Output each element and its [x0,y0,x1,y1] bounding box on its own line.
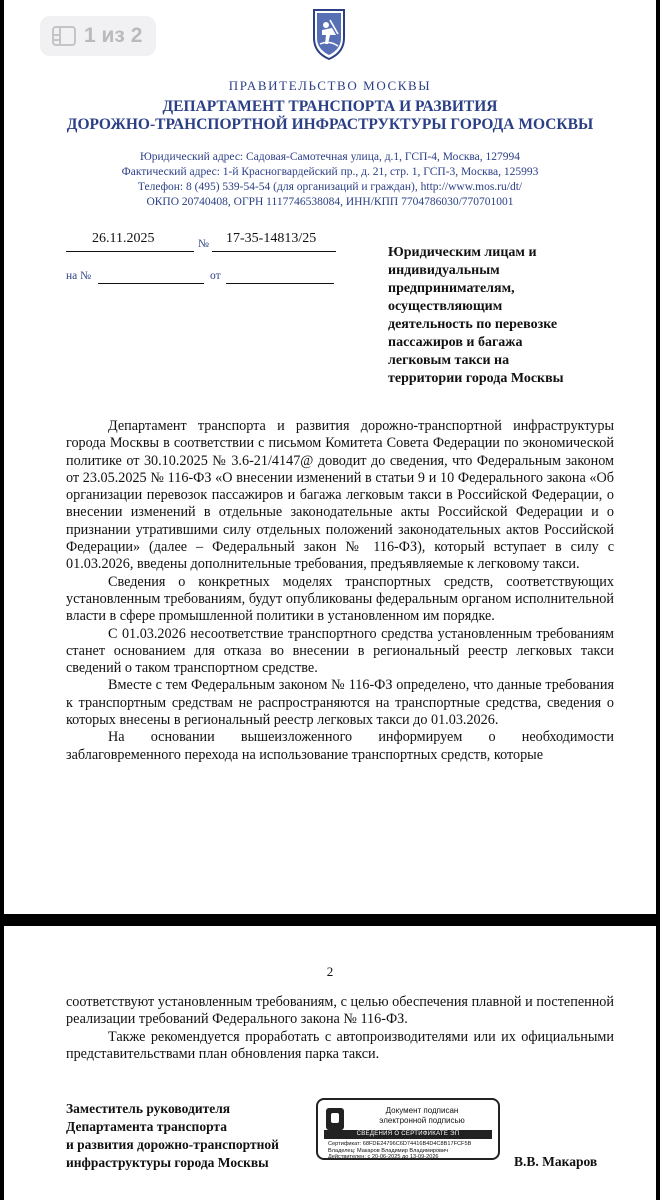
registration-codes: ОКПО 20740408, ОГРН 1117746538084, ИНН/КПП 7704786030/770701001 [146,196,514,208]
from-underline [226,283,334,284]
addressee-line: территории города Москвы [388,371,564,386]
from-label: от [210,270,221,282]
reference-underline [98,283,204,284]
body-paragraph: Вместе с тем Федеральным законом № 116-ФЗ определено, что данные требования к транспортным средствам не распространяются на транспортные средства, сведения о которых внесены в региональный реестр легковых такси до 01.03.2026. [66,677,614,729]
addressee-line: деятельность по перевозке [388,317,558,332]
addressee-block [388,244,608,388]
addressee-line: Юридическим лицам и [388,245,537,260]
legal-address: Юридический адрес: Садовая-Самотечная улица, д.1, ГСП-4, Москва, 127994 [139,151,521,163]
letter-body [66,418,614,764]
letter-number: 17-35-14813/25 [226,231,317,246]
addressee-line: предпринимателям, [388,281,515,296]
signatory-title-line: и развития дорожно-транспортной [66,1137,279,1152]
document-page-1 [4,0,656,914]
addressee-line: пассажиров и багажа [388,335,523,350]
stamp-validity: Действителен: с 20-06-2025 до 13-09-2026 [328,1154,439,1160]
stamp-certificate: Сертификат: 68FDE24796C6D74416B4D4C8B17FCF5B [328,1141,472,1147]
number-underline [212,251,336,252]
body-paragraph: Сведения о конкретных моделях транспортных средств, соответствующих установленным требованиям, будут опубликованы федеральным органом исполнительной власти в сфере промышленной политики в установленном им порядке. [66,573,614,625]
document-page-2 [4,926,656,1200]
page-number: 2 [326,964,334,979]
signatory-title-line: инфраструктуры города Москвы [66,1155,269,1170]
page-indicator[interactable] [40,16,156,56]
stamp-line-1: Документ подписан [385,1106,459,1115]
stamp-certificate-header: СВЕДЕНИЯ О СЕРТИФИКАТЕ ЭП [324,1130,492,1139]
department-line-1: ДЕПАРТАМЕНТ ТРАНСПОРТА И РАЗВИТИЯ [162,98,498,115]
stamp-heading [352,1106,492,1126]
continuation-paragraph: соответствуют установленным требованиям, с целью обеспечения плавной и постепенной реализации требований Федерального закона № 116-ФЗ. [66,994,614,1028]
body-paragraph: С 01.03.2026 несоответствие транспортного средства установленным требованиям станет основанием для отказа во внесении в региональный реестр легковых такси сведений о таком транспортном средстве. [66,625,614,677]
moscow-coat-of-arms-icon [312,8,346,60]
addressee-line: индивидуальным [388,263,500,278]
department-name [4,98,656,134]
electronic-signature-stamp [316,1098,500,1160]
actual-address: Фактический адрес: 1-й Красногвардейский пр., д. 21, стр. 1, ГСП-3, Москва, 125993 [121,166,539,178]
number-label: № [198,238,209,250]
government-name: ПРАВИТЕЛЬСТВО МОСКВЫ [228,78,432,93]
addressee-line: осуществляющим [388,299,503,314]
addressee-line: легковым такси на [388,353,510,368]
stamp-details [328,1141,492,1161]
body-paragraph: На основании вышеизложенного информируем о необходимости заблаговременного перехода на использование транспортных средств, которые [66,729,614,763]
signatory-name: В.В. Макаров [514,1154,598,1169]
signatory-title-line: Заместитель руководителя [66,1101,231,1116]
signatory-title [66,1100,279,1172]
reference-label: на № [66,270,92,282]
moscow-emblem-icon [326,1108,344,1130]
date-underline [66,251,194,252]
sidebar-icon [52,26,76,46]
page-2-body [66,994,614,1063]
stamp-owner: Владелец: Макаров Владимир Владимирович [328,1147,449,1154]
letter-date: 26.11.2025 [92,231,155,246]
recommendation-paragraph: Также рекомендуется проработать с автопроизводителями или их официальными представительствами план обновления парка такси. [66,1028,614,1062]
page-indicator-label: 1 из 2 [84,24,143,47]
body-paragraph: Департамент транспорта и развития дорожно-транспортной инфраструктуры города Москвы в соответствии с письмом Комитета Совета Федерации по экономической политике от 30.10.2025 № 3.6-21/4147@ доводит до сведения, что Федеральным законом от 23.05.2025 № 116-ФЗ «О внесении изменений в статьи 9 и 10 Федерального закона «Об организации перевозок пассажиров и багажа легковым такси в Российской Федерации, о внесении изменений в отдельные законодательные акты Российской Федерации и о признании утратившими силу отдельных положений законодательных актов Российской Федерации» (далее – Федеральный закон № 116-ФЗ), который вступает в силу с 01.03.2026, введены дополнительные требования, предъявляемые к легковому такси. [66,418,614,573]
stamp-line-2: электронной подписью [379,1116,465,1125]
department-contacts [4,150,656,210]
signatory-title-line: Департамента транспорта [66,1119,227,1134]
phone-line: Телефон: 8 (495) 539-54-54 (для организаций и граждан), http://www.mos.ru/dt/ [137,181,523,193]
department-line-2: ДОРОЖНО-ТРАНСПОРТНОЙ ИНФРАСТРУКТУРЫ ГОРОДА МОСКВЫ [66,116,594,133]
